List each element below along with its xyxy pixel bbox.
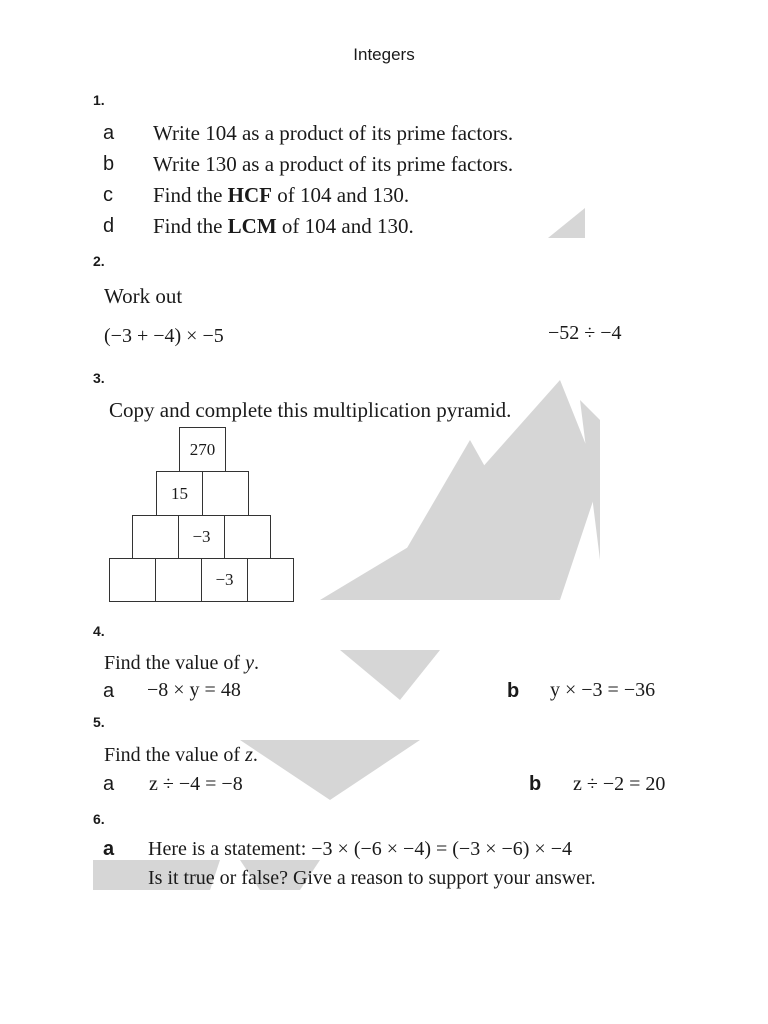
question-1b-text: Write 130 as a product of its prime factors. (153, 152, 514, 176)
question-number-4: 4. (93, 623, 105, 639)
pyramid-cell: 270 (179, 427, 226, 472)
pyramid-cell (224, 515, 271, 559)
pyramid-cell (202, 471, 249, 516)
question-number-1: 1. (93, 92, 105, 108)
question-2-expression-left: (−3 + −4) × −5 (104, 325, 224, 347)
part-letter: a (103, 773, 115, 795)
part-letter: b (529, 773, 542, 795)
page-title: Integers (353, 45, 415, 64)
pyramid-cell: −3 (178, 515, 225, 559)
question-number-3: 3. (93, 370, 105, 386)
question-4-intro: Find the value of y. (104, 652, 259, 674)
question-6a-prompt: Is it true or false? Give a reason to support your answer. (148, 867, 596, 889)
question-5a-equation: z ÷ −4 = −8 (149, 773, 243, 795)
question-4b-equation: y × −3 = −36 (550, 679, 656, 701)
question-2-intro: Work out (104, 284, 183, 308)
part-letter: b (103, 153, 115, 175)
question-number-5: 5. (93, 714, 105, 730)
question-1c-text: Find the HCF of 104 and 130. (153, 183, 410, 207)
part-letter: a (103, 838, 115, 860)
question-5b-equation: z ÷ −2 = 20 (573, 773, 666, 795)
pyramid-cell: −3 (201, 558, 248, 602)
question-1a-text: Write 104 as a product of its prime factors. (153, 121, 514, 145)
question-6a-statement: Here is a statement: −3 × (−6 × −4) = (−3 × −6) × −4 (148, 838, 572, 860)
pyramid-cell: 15 (156, 471, 203, 516)
question-3-intro: Copy and complete this multiplication pyramid. (109, 398, 512, 422)
part-letter: d (103, 215, 115, 237)
pyramid-cell (132, 515, 179, 559)
pyramid-cell (155, 558, 202, 602)
part-letter: c (103, 184, 113, 206)
question-number-6: 6. (93, 811, 105, 827)
part-letter: b (507, 680, 520, 702)
pyramid-cell (109, 558, 156, 602)
question-4a-equation: −8 × y = 48 (147, 679, 241, 701)
question-2-expression-right: −52 ÷ −4 (548, 322, 622, 344)
question-5-intro: Find the value of z. (104, 744, 258, 766)
question-1d-text: Find the LCM of 104 and 130. (153, 214, 414, 238)
part-letter: a (103, 680, 115, 702)
question-number-2: 2. (93, 253, 105, 269)
pyramid-cell (247, 558, 294, 602)
part-letter: a (103, 122, 115, 144)
